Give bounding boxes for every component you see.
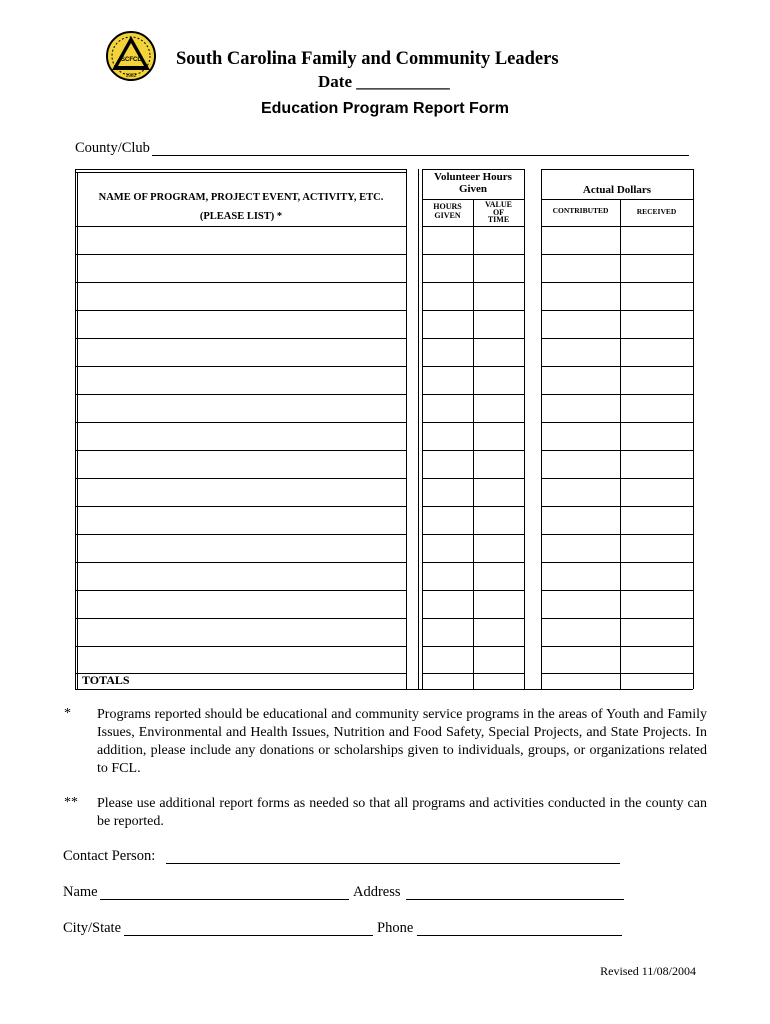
value-of-time-cell[interactable]: [474, 423, 524, 450]
received-cell[interactable]: [621, 311, 693, 338]
contributed-cell[interactable]: [542, 367, 620, 394]
contributed-cell[interactable]: [542, 591, 620, 618]
program-name-cell[interactable]: [78, 479, 406, 506]
spacer-divider: [418, 169, 419, 689]
value-of-time-cell[interactable]: [474, 619, 524, 646]
table-bottom-border: [75, 689, 406, 690]
contributed-cell[interactable]: [542, 647, 620, 674]
value-of-time-cell[interactable]: [474, 367, 524, 394]
program-name-cell[interactable]: [78, 451, 406, 478]
hours-given-cell[interactable]: [423, 283, 473, 310]
table-right-border: [693, 169, 694, 689]
note-1-mark: *: [64, 706, 71, 721]
phone-field[interactable]: [417, 935, 622, 936]
subheader-line: [422, 199, 524, 200]
received-cell[interactable]: [621, 227, 693, 254]
volunteer-given-header: Given: [458, 183, 488, 196]
value-of-time-cell[interactable]: [474, 563, 524, 590]
phone-label: Phone: [377, 920, 414, 936]
value-of-time-header-2: OF: [492, 207, 505, 217]
subheader-line: [541, 199, 693, 200]
please-list-header: (PLEASE LIST) *: [199, 210, 283, 222]
note-2-mark: **: [64, 795, 78, 810]
value-of-time-cell[interactable]: [474, 451, 524, 478]
program-name-cell[interactable]: [78, 339, 406, 366]
contact-person-field[interactable]: [166, 863, 620, 864]
contributed-cell[interactable]: [542, 423, 620, 450]
contributed-cell[interactable]: [542, 395, 620, 422]
county-club-label: County/Club: [75, 140, 150, 156]
county-club-field[interactable]: [152, 155, 689, 156]
value-of-time-cell[interactable]: [474, 479, 524, 506]
program-name-cell[interactable]: [78, 647, 406, 674]
value-of-time-cell[interactable]: [474, 227, 524, 254]
received-cell[interactable]: [621, 339, 693, 366]
logo-year: 1932: [125, 73, 137, 79]
program-name-cell[interactable]: [78, 311, 406, 338]
hours-given-cell[interactable]: [423, 591, 473, 618]
received-cell[interactable]: [621, 563, 693, 590]
column-divider: [406, 169, 407, 689]
note-1-text: Programs reported should be educational and community service programs in the areas of Youth and Family Issues, Environmental and Health Issues, Nutrition and Food Safety, Special Projects, and State Projects. In addition, please include any donations or scholarships given to individuals, groups, or organizations related to FCL.: [97, 707, 707, 776]
contributed-cell[interactable]: [542, 311, 620, 338]
table-top-border: [541, 169, 693, 170]
table-bottom-border: [541, 689, 693, 690]
contributed-cell[interactable]: [542, 479, 620, 506]
address-label: Address: [353, 884, 401, 900]
program-name-cell[interactable]: [78, 563, 406, 590]
hours-given-cell[interactable]: [423, 535, 473, 562]
program-name-cell[interactable]: [78, 395, 406, 422]
table-left-border: [75, 169, 76, 689]
program-name-cell[interactable]: [78, 591, 406, 618]
name-label: Name: [63, 884, 98, 900]
contributed-cell[interactable]: [542, 563, 620, 590]
note-2-text: Please use additional report forms as needed so that all programs and activities conducted in the county can be reported.: [97, 796, 707, 829]
logo-text: SCFCL: [121, 57, 141, 63]
table-bottom-border: [422, 689, 524, 690]
received-cell[interactable]: [621, 451, 693, 478]
hours-given-header: HOURS: [433, 202, 462, 211]
table-top-border: [75, 169, 406, 170]
hours-given-cell[interactable]: [423, 367, 473, 394]
contributed-cell[interactable]: [542, 507, 620, 534]
table-bottom-border: [524, 689, 541, 690]
hours-given-cell[interactable]: [423, 395, 473, 422]
received-cell[interactable]: [621, 423, 693, 450]
program-name-cell[interactable]: [78, 227, 406, 254]
received-header: RECEIVED: [636, 207, 677, 216]
table-top-border-inner: [75, 172, 406, 173]
received-cell[interactable]: [621, 283, 693, 310]
value-of-time-cell[interactable]: [474, 507, 524, 534]
table-bottom-border: [406, 689, 422, 690]
value-of-time-cell[interactable]: [474, 283, 524, 310]
value-of-time-cell[interactable]: [474, 395, 524, 422]
hours-given-cell[interactable]: [423, 563, 473, 590]
received-cell[interactable]: [621, 535, 693, 562]
value-of-time-cell[interactable]: [474, 591, 524, 618]
program-name-header: NAME OF PROGRAM, PROJECT EVENT, ACTIVITY, ETC.: [98, 192, 384, 203]
received-cell[interactable]: [621, 647, 693, 674]
totals-received-cell[interactable]: [621, 674, 693, 689]
received-cell[interactable]: [621, 395, 693, 422]
column-divider: [524, 169, 525, 689]
form-title: Education Program Report Form: [260, 100, 510, 117]
hours-given-cell[interactable]: [423, 339, 473, 366]
received-cell[interactable]: [621, 367, 693, 394]
date-field[interactable]: Date ___________: [318, 72, 450, 91]
table-top-border: [422, 169, 524, 170]
program-name-cell[interactable]: [78, 423, 406, 450]
value-of-time-cell[interactable]: [474, 339, 524, 366]
hours-given-cell[interactable]: [423, 619, 473, 646]
address-field[interactable]: [406, 899, 624, 900]
totals-hours-given-cell[interactable]: [423, 674, 473, 689]
received-cell[interactable]: [621, 479, 693, 506]
totals-contributed-cell[interactable]: [542, 674, 620, 689]
contributed-cell[interactable]: [542, 255, 620, 282]
revision-date: Revised 11/08/2004: [600, 964, 696, 978]
program-name-cell[interactable]: [78, 367, 406, 394]
totals-label: TOTALS: [82, 673, 130, 687]
contributed-cell[interactable]: [542, 283, 620, 310]
value-of-time-cell[interactable]: [474, 255, 524, 282]
contributed-cell[interactable]: [542, 227, 620, 254]
value-of-time-cell[interactable]: [474, 311, 524, 338]
scfcl-logo: [105, 28, 157, 88]
contributed-cell[interactable]: [542, 451, 620, 478]
value-of-time-cell[interactable]: [474, 647, 524, 674]
contributed-cell[interactable]: [542, 535, 620, 562]
hours-given-cell[interactable]: [423, 451, 473, 478]
contact-person-label: Contact Person:: [63, 848, 156, 864]
received-cell[interactable]: [621, 591, 693, 618]
program-name-cell[interactable]: [78, 507, 406, 534]
contributed-cell[interactable]: [542, 619, 620, 646]
city-state-label: City/State: [63, 920, 121, 936]
contributed-header: CONTRIBUTED: [552, 206, 609, 215]
value-of-time-header: VALUE: [485, 200, 512, 209]
value-of-time-cell[interactable]: [474, 535, 524, 562]
totals-value-of-time-cell[interactable]: [474, 674, 524, 689]
hours-given-cell[interactable]: [423, 423, 473, 450]
value-of-time-header-3: TIME: [487, 215, 510, 225]
hours-given-cell[interactable]: [423, 507, 473, 534]
city-state-field[interactable]: [124, 935, 373, 936]
actual-dollars-header: Actual Dollars: [582, 184, 652, 196]
organization-title: South Carolina Family and Community Leaders: [176, 49, 559, 69]
hours-given-cell[interactable]: [423, 311, 473, 338]
program-name-cell[interactable]: [78, 619, 406, 646]
hours-given-header-2: GIVEN: [434, 210, 461, 220]
program-name-cell[interactable]: [78, 255, 406, 282]
received-cell[interactable]: [621, 255, 693, 282]
hours-given-cell[interactable]: [423, 647, 473, 674]
name-field[interactable]: [100, 899, 349, 900]
hours-given-cell[interactable]: [423, 227, 473, 254]
program-name-cell[interactable]: [78, 535, 406, 562]
volunteer-hours-header: Volunteer Hours: [434, 171, 512, 183]
hours-given-cell[interactable]: [423, 479, 473, 506]
contributed-cell[interactable]: [542, 339, 620, 366]
program-name-cell[interactable]: [78, 283, 406, 310]
received-cell[interactable]: [621, 619, 693, 646]
hours-given-cell[interactable]: [423, 255, 473, 282]
received-cell[interactable]: [621, 507, 693, 534]
